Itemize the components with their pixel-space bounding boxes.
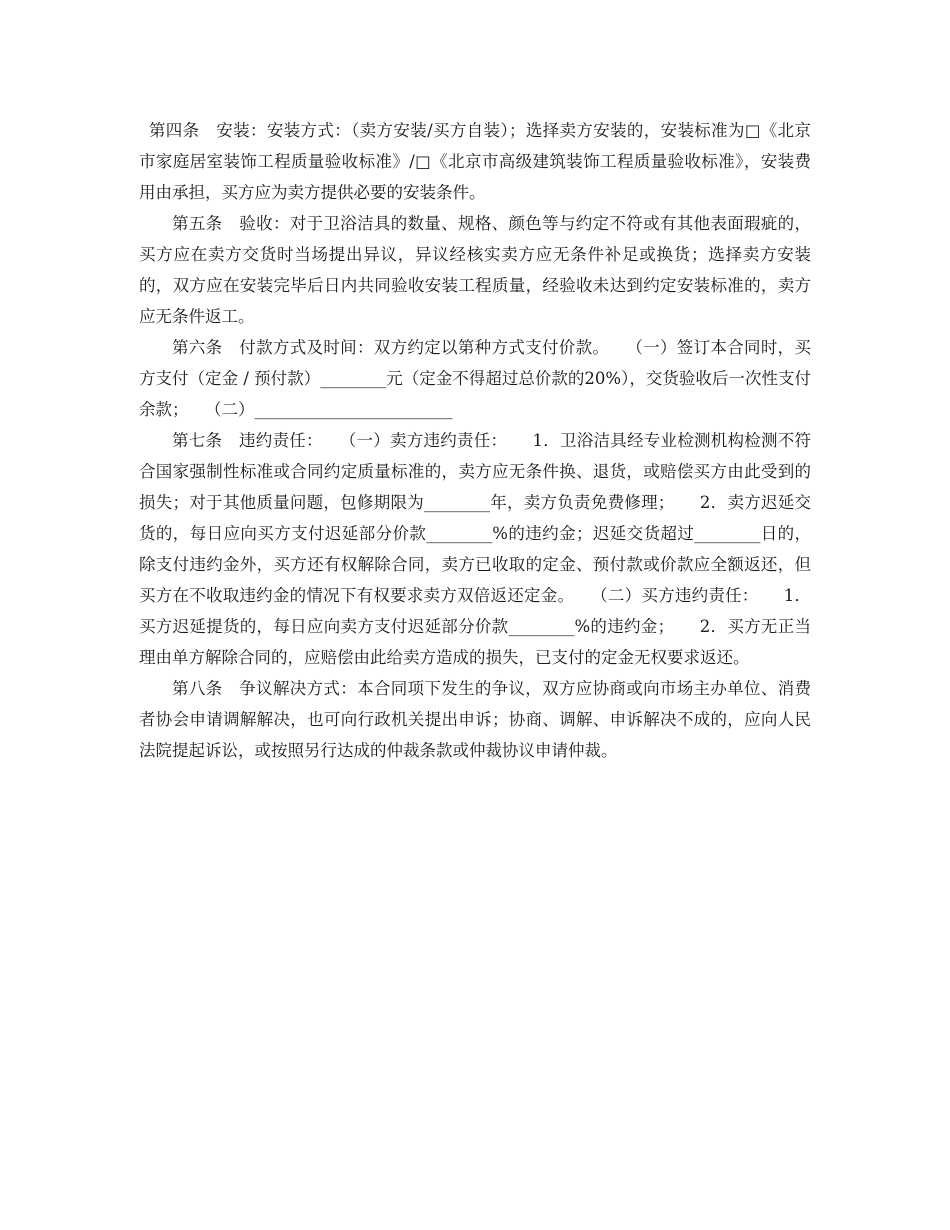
- article-4-installation: 第四条 安装：安装方式：（卖方安装/买方自装）；选择卖方安装的，安装标准为□《北京市家庭居室装饰工程质量验收标准》/□《北京市高级建筑装饰工程质量验收标准》，安装费用由承担，买方应为卖方提供必要的安装条件。: [139, 121, 811, 202]
- article-7-liability: 第七条 违约责任： （一）卖方违约责任： 1．卫浴洁具经专业检测机构检测不符合国家强制性标准或合同约定质量标准的，卖方应无条件换、退货，或赔偿买方由此受到的损失；对于其他质量问题，包修期限为________年，卖方负责免费修理； 2．卖方迟延交货的，每日应向买方支付迟延部分价款________%的违约金；迟延交货超过________日的，除支付违约金外，买方还有权解除合同，卖方已收取的定金、预付款或价款应全额返还，但买方在不收取违约金的情况下有权要求卖方双倍返还定金。 （二）买方违约责任： 1．买方迟延提货的，每日应向卖方支付迟延部分价款________%的违约金； 2．买方无正当理由单方解除合同的，应赔偿由此给卖方造成的损失，已支付的定金无权要求返还。: [139, 431, 811, 667]
- article-5-acceptance: 第五条 验收：对于卫浴洁具的数量、规格、颜色等与约定不符或有其他表面瑕疵的，买方应在卖方交货时当场提出异议，异议经核实卖方应无条件补足或换货；选择卖方安装的，双方应在安装完毕后日内共同验收安装工程质量，经验收未达到约定安装标准的，卖方应无条件返工。: [139, 214, 811, 326]
- article-8-dispute-resolution: 第八条 争议解决方式：本合同项下发生的争议，双方应协商或向市场主办单位、消费者协会申请调解解决，也可向行政机关提出申诉；协商、调解、申诉解决不成的，应向人民法院提起诉讼，或按照另行达成的仲裁条款或仲裁协议申请仲裁。: [139, 679, 811, 760]
- article-6-payment: 第六条 付款方式及时间：双方约定以第种方式支付价款。 （一）签订本合同时，买方支付（定金 / 预付款）________元（定金不得超过总价款的20%），交货验收后一次性支付余款； （二）________________________: [139, 338, 811, 419]
- document-body: [139, 115, 811, 766]
